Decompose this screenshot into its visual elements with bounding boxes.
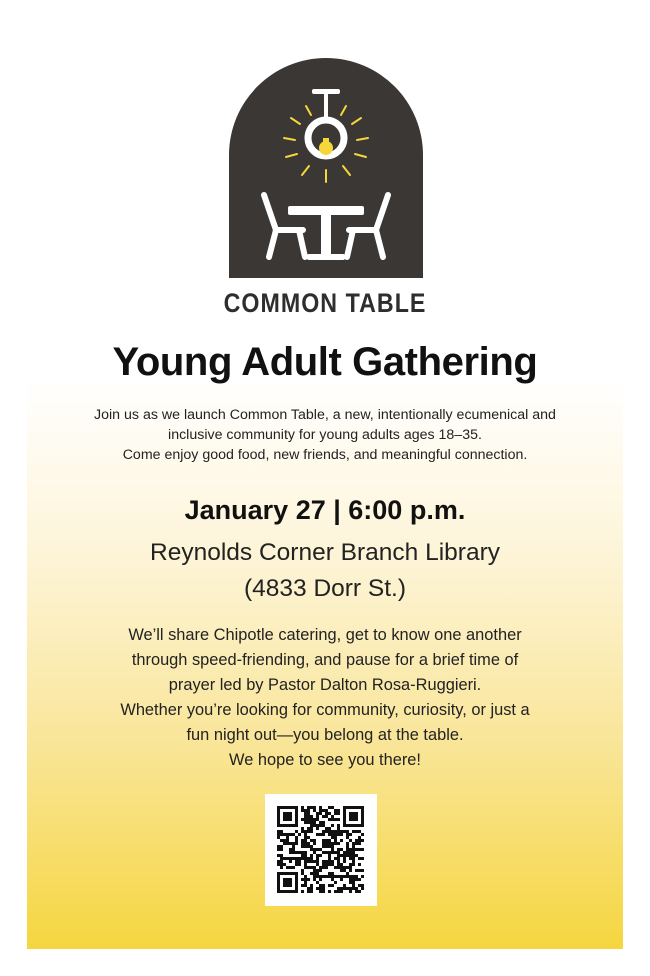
venue bbox=[0, 535, 650, 607]
brand-name: COMMON TABLE bbox=[223, 288, 427, 318]
detail-line: Whether you’re looking for community, curiosity, or just a bbox=[120, 701, 530, 719]
intro-text bbox=[60, 405, 590, 465]
qr-code-icon[interactable] bbox=[265, 794, 377, 906]
intro-line: Join us as we launch Common Table, a new, intentionally ecumenical and bbox=[94, 407, 556, 423]
common-table-logo-icon bbox=[229, 58, 423, 278]
event-date-time: January 27 | 6:00 p.m. bbox=[184, 495, 466, 525]
detail-line: fun night out—you belong at the table. bbox=[186, 726, 464, 744]
detail-line: prayer led by Pastor Dalton Rosa-Ruggieri. bbox=[168, 676, 482, 694]
intro-line: inclusive community for young adults ages 18–35. bbox=[168, 427, 482, 443]
event-details bbox=[70, 623, 580, 773]
intro-line: Come enjoy good food, new friends, and meaningful connection. bbox=[122, 447, 528, 463]
event-title: Young Adult Gathering bbox=[112, 340, 538, 384]
detail-line: We hope to see you there! bbox=[229, 751, 421, 769]
venue-name: Reynolds Corner Branch Library bbox=[150, 539, 500, 566]
detail-line: We’ll share Chipotle catering, get to know one another bbox=[128, 626, 522, 644]
venue-address: (4833 Dorr St.) bbox=[243, 575, 407, 602]
detail-line: through speed-friending, and pause for a brief time of bbox=[131, 651, 519, 669]
